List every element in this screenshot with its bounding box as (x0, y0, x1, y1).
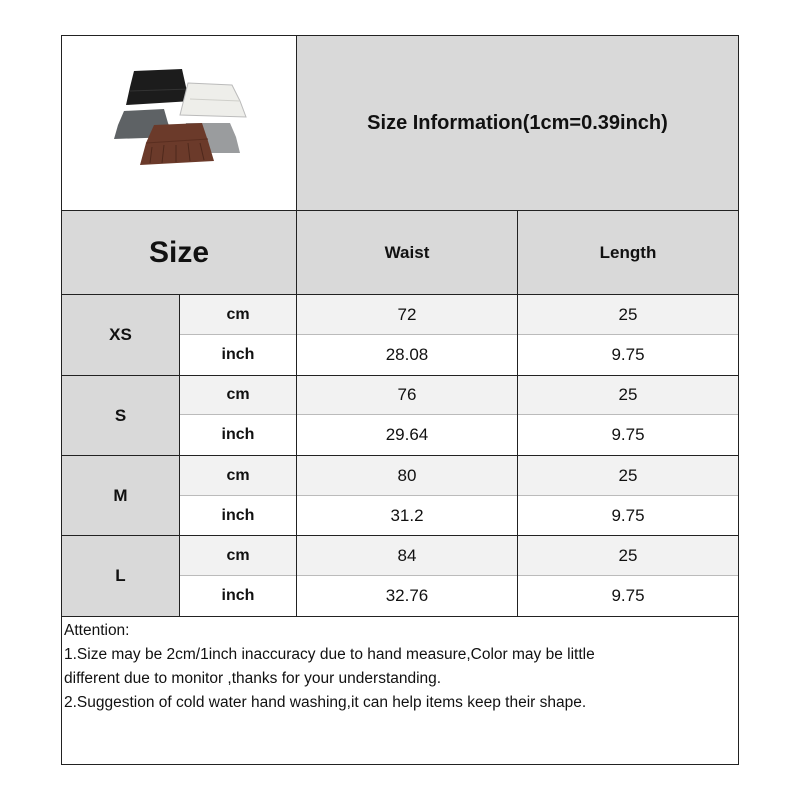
waist-header: Waist (384, 242, 430, 262)
length-value: 9.75 (611, 425, 645, 444)
table-cell (297, 335, 517, 375)
length-value: 9.75 (611, 586, 645, 605)
skirts-photo (90, 39, 268, 209)
divider (62, 375, 738, 376)
unit-cell (180, 376, 296, 414)
unit-cell (180, 536, 296, 575)
divider (62, 294, 738, 295)
table-cell (297, 376, 517, 414)
divider (179, 334, 738, 335)
unit-label: inch (221, 506, 255, 524)
title-cell (297, 36, 738, 210)
divider (62, 616, 738, 617)
divider (62, 210, 738, 211)
unit-cell (180, 496, 296, 535)
notes-line: 1.Size may be 2cm/1inch inaccuracy due to hand measure,Color may be little (64, 646, 595, 663)
table-cell (518, 536, 738, 575)
table-cell (518, 576, 738, 616)
table-cell (518, 376, 738, 414)
table-cell (297, 496, 517, 535)
unit-label: cm (226, 386, 250, 403)
unit-cell (180, 456, 296, 495)
waist-value: 31.2 (390, 505, 424, 525)
length-header-cell (518, 211, 738, 294)
size-cell-l (62, 536, 179, 616)
size-label: L (115, 566, 126, 585)
waist-header-cell (297, 211, 517, 294)
divider (62, 535, 738, 536)
table-cell (518, 335, 738, 375)
unit-cell (180, 335, 296, 375)
divider (179, 575, 738, 576)
length-value: 9.75 (611, 505, 645, 525)
divider (296, 36, 297, 616)
unit-cell (180, 415, 296, 455)
table-cell (518, 456, 738, 495)
unit-cell (180, 295, 296, 334)
table-cell (518, 415, 738, 455)
length-value: 25 (618, 465, 638, 485)
divider (179, 495, 738, 496)
table-cell (297, 415, 517, 455)
waist-value: 32.76 (385, 586, 429, 605)
table-cell (297, 576, 517, 616)
waist-value: 84 (397, 545, 417, 565)
size-cell-xs (62, 295, 179, 375)
unit-label: inch (221, 587, 255, 604)
unit-label: cm (226, 466, 250, 484)
unit-label: cm (226, 305, 250, 323)
page-title: Size Information(1cm=0.39inch) (367, 111, 668, 134)
divider (179, 294, 180, 616)
notes-line: 2.Suggestion of cold water hand washing,it can help items keep their shape. (64, 694, 587, 711)
length-value: 25 (618, 304, 638, 324)
length-header: Length (599, 242, 657, 262)
table-cell (518, 295, 738, 334)
size-label: M (113, 485, 128, 505)
waist-value: 29.64 (385, 425, 429, 444)
size-cell-m (62, 456, 179, 535)
waist-value: 72 (397, 304, 417, 324)
size-header-cell (62, 211, 296, 294)
waist-value: 80 (397, 465, 417, 485)
divider (62, 455, 738, 456)
table-cell (518, 496, 738, 535)
table-cell (297, 536, 517, 575)
size-header: Size (148, 235, 210, 269)
size-cell-s (62, 376, 179, 455)
table-cell (297, 295, 517, 334)
waist-value: 28.08 (385, 345, 429, 364)
divider (179, 414, 738, 415)
size-label: XS (109, 325, 132, 344)
table-cell (297, 456, 517, 495)
notes-line: different due to monitor ,thanks for your understanding. (64, 670, 442, 687)
product-image-cell (62, 36, 296, 210)
size-label: S (114, 405, 127, 425)
unit-label: inch (221, 426, 255, 443)
product-image (90, 39, 268, 209)
notes-heading: Attention: (64, 622, 130, 639)
divider (517, 210, 518, 616)
length-value: 25 (618, 545, 638, 565)
waist-value: 76 (397, 385, 417, 404)
length-value: 9.75 (611, 345, 645, 364)
attention-notes (64, 619, 736, 715)
size-chart (61, 35, 739, 765)
unit-cell (180, 576, 296, 616)
unit-label: cm (226, 546, 250, 564)
unit-label: inch (221, 346, 255, 363)
length-value: 25 (618, 385, 638, 404)
